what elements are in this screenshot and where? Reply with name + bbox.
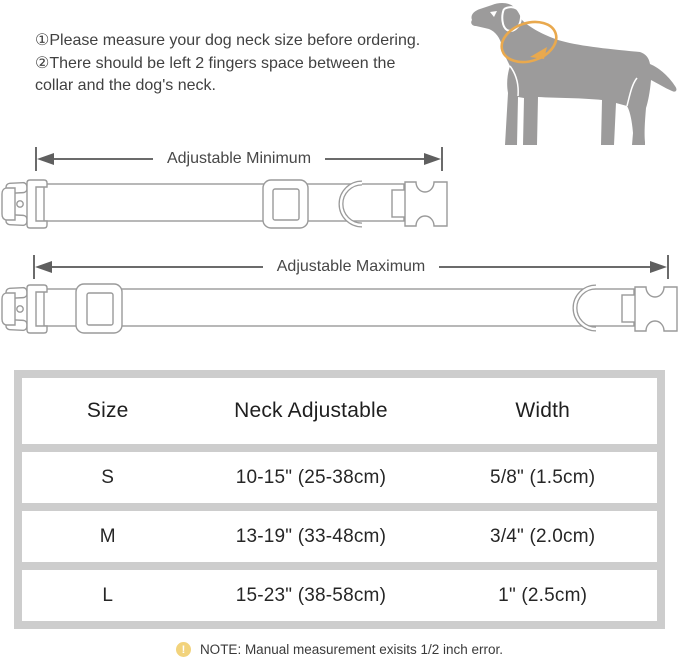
size-value: L	[102, 584, 114, 606]
exclamation-icon: !	[176, 642, 191, 657]
arrowhead-left-icon	[37, 153, 54, 165]
column-header-width: Width	[515, 399, 571, 422]
size-table	[14, 370, 665, 629]
arrow-line	[439, 266, 650, 268]
collar-maximum-diagram	[0, 280, 679, 338]
collar-minimum-diagram	[0, 175, 460, 233]
table-row-m	[22, 511, 657, 562]
note-text: NOTE: Manual measurement exisits 1/2 inch error.	[199, 642, 504, 657]
dog-body	[471, 3, 676, 145]
adjustable-minimum-label: Adjustable Minimum	[166, 150, 312, 167]
neck-value: 10-15" (25-38cm)	[235, 466, 387, 488]
arrow-tick-right	[441, 147, 443, 171]
buckle-female-icon	[2, 285, 47, 333]
adjustable-maximum-label: Adjustable Maximum	[276, 258, 426, 275]
dog-illustration	[456, 2, 678, 150]
arrow-tick-right	[667, 255, 669, 279]
column-header-neck: Neck Adjustable	[234, 399, 388, 422]
instruction-line-1: ①Please measure your dog neck size before ordering.	[35, 32, 421, 49]
instruction-line-2: ②There should be left 2 fingers space between the	[35, 54, 396, 72]
width-value: 5/8" (1.5cm)	[490, 466, 596, 488]
tri-glide-slider-icon	[263, 180, 308, 228]
table-row-l	[22, 570, 657, 621]
adjustable-minimum-arrow	[35, 146, 443, 172]
column-header-size: Size	[86, 399, 129, 422]
collar-strap	[44, 289, 634, 326]
arrowhead-left-icon	[35, 261, 52, 273]
arrowhead-right-icon	[650, 261, 667, 273]
arrowhead-right-icon	[424, 153, 441, 165]
measuring-instructions	[35, 30, 475, 98]
width-value: 3/4" (2.0cm)	[490, 525, 596, 547]
size-value: M	[99, 525, 116, 547]
dog-silhouette-icon	[456, 2, 678, 150]
table-row-s	[22, 452, 657, 503]
arrow-line	[325, 158, 424, 160]
neck-value: 13-19" (33-48cm)	[235, 525, 387, 547]
adjustable-maximum-arrow	[33, 254, 669, 280]
tri-glide-slider-icon	[76, 284, 122, 333]
size-value: S	[101, 466, 115, 488]
arrow-line	[54, 158, 153, 160]
neck-value: 15-23" (38-58cm)	[235, 584, 387, 606]
buckle-female-icon	[2, 180, 47, 228]
instruction-line-3: collar and the dog's neck.	[35, 77, 216, 94]
arrow-line	[52, 266, 263, 268]
measurement-note	[0, 642, 679, 657]
width-value: 1" (2.5cm)	[498, 584, 588, 606]
table-header-row	[22, 378, 657, 444]
